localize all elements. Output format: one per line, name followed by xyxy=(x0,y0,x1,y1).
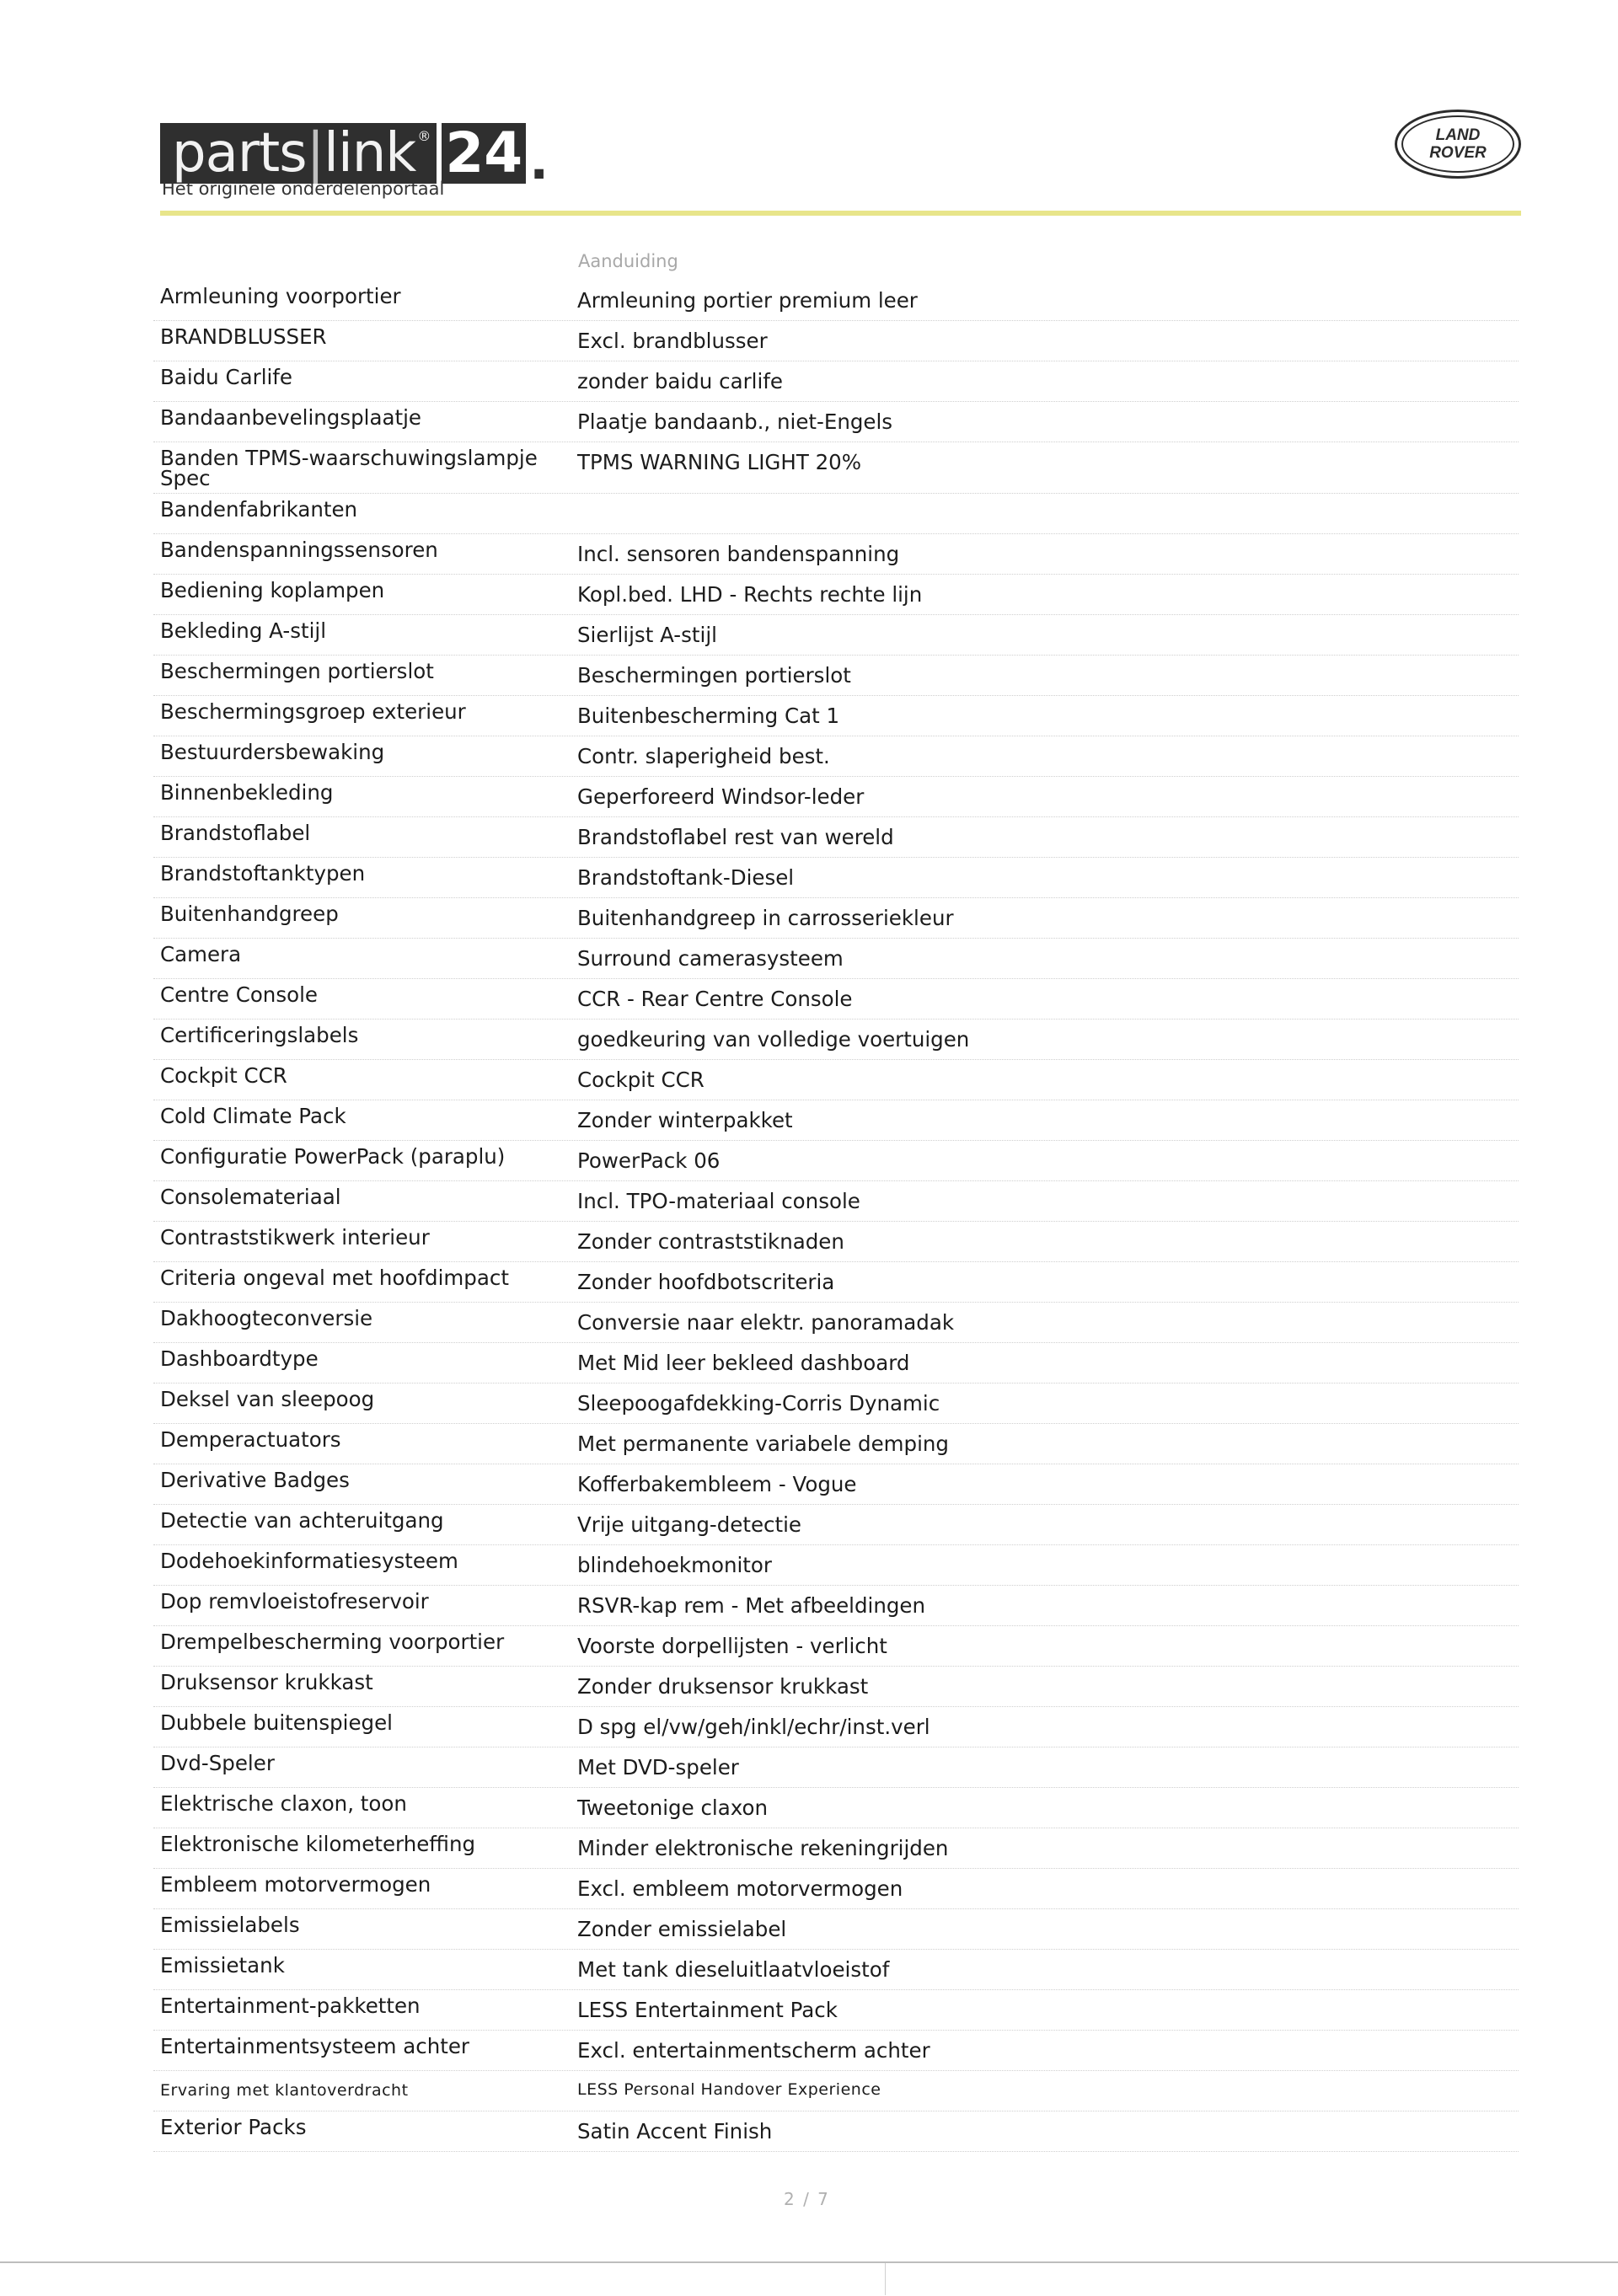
page-number: 2 / 7 xyxy=(784,2189,830,2209)
row-value: blindehoekmonitor xyxy=(577,1553,772,1577)
table-row xyxy=(153,1626,1519,1667)
row-label: Deksel van sleepoog xyxy=(160,1387,375,1411)
table-row xyxy=(153,1505,1519,1545)
logo-parts-text: parts xyxy=(172,122,307,185)
specification-table xyxy=(153,281,1519,2152)
row-value: Contr. slaperigheid best. xyxy=(577,744,830,768)
table-row xyxy=(153,1788,1519,1828)
logo-wordmark xyxy=(160,123,437,184)
row-value: Zonder druksensor krukkast xyxy=(577,1674,869,1699)
table-row xyxy=(153,656,1519,696)
row-value: Zonder hoofdbotscriteria xyxy=(577,1270,835,1294)
table-row xyxy=(153,1667,1519,1707)
row-value: goedkeuring van volledige voertuigen xyxy=(577,1027,970,1052)
row-value: Met permanente variabele demping xyxy=(577,1432,949,1456)
table-row xyxy=(153,696,1519,736)
table-row xyxy=(153,1545,1519,1586)
row-label: Baidu Carlife xyxy=(160,365,293,389)
row-label: Bediening koplampen xyxy=(160,578,385,602)
logo-number: 24 xyxy=(437,123,526,184)
row-label: Entertainmentsysteem achter xyxy=(160,2034,469,2058)
row-label: BRANDBLUSSER xyxy=(160,324,327,349)
land-rover-badge-inner xyxy=(1401,115,1514,173)
row-value: Beschermingen portierslot xyxy=(577,663,851,688)
row-value: Zonder contraststiknaden xyxy=(577,1229,844,1254)
row-label: Camera xyxy=(160,942,242,966)
table-row xyxy=(153,615,1519,656)
row-value: Kofferbakembleem - Vogue xyxy=(577,1472,857,1496)
row-label: Detectie van achteruitgang xyxy=(160,1508,444,1533)
row-value: Surround camerasysteem xyxy=(577,946,844,971)
row-value: Vrije uitgang-detectie xyxy=(577,1512,801,1537)
row-label: Buitenhandgreep xyxy=(160,902,339,926)
row-label: Drempelbescherming voorportier xyxy=(160,1630,505,1654)
row-value: TPMS WARNING LIGHT 20% xyxy=(577,450,862,474)
row-label: Emissietank xyxy=(160,1953,285,1978)
row-label: Cold Climate Pack xyxy=(160,1104,346,1128)
table-row xyxy=(153,777,1519,817)
row-label: Dashboardtype xyxy=(160,1346,319,1371)
row-label: Emissielabels xyxy=(160,1913,300,1937)
row-label: Elektronische kilometerheffing xyxy=(160,1832,476,1856)
table-row xyxy=(153,494,1519,534)
table-row xyxy=(153,361,1519,402)
row-value: CCR - Rear Centre Console xyxy=(577,987,853,1011)
table-row xyxy=(153,1950,1519,1990)
table-row xyxy=(153,1060,1519,1100)
table-row xyxy=(153,1990,1519,2031)
table-row xyxy=(153,321,1519,361)
row-value: Sleepoogafdekking-Corris Dynamic xyxy=(577,1391,940,1416)
row-label: Binnenbekleding xyxy=(160,780,334,805)
row-label: Bandenfabrikanten xyxy=(160,497,358,522)
page-bottom-rule xyxy=(0,2261,1618,2263)
table-row xyxy=(153,2071,1519,2111)
row-value: Conversie naar elektr. panoramadak xyxy=(577,1310,955,1335)
row-label: Brandstoflabel xyxy=(160,821,311,845)
table-row xyxy=(153,281,1519,321)
header-divider xyxy=(160,211,1521,216)
row-value: PowerPack 06 xyxy=(577,1148,721,1173)
row-label: Criteria ongeval met hoofdimpact xyxy=(160,1266,509,1290)
row-label: Certificeringslabels xyxy=(160,1023,359,1047)
row-value: LESS Entertainment Pack xyxy=(577,1998,838,2022)
land-rover-badge xyxy=(1395,110,1521,179)
row-value: Incl. TPO-materiaal console xyxy=(577,1189,860,1213)
row-value: Plaatje bandaanb., niet-Engels xyxy=(577,409,893,434)
row-value: Armleuning portier premium leer xyxy=(577,288,918,313)
table-row xyxy=(153,1020,1519,1060)
logo-registered-mark: ® xyxy=(417,128,431,144)
table-row xyxy=(153,858,1519,898)
row-label: Beschermingen portierslot xyxy=(160,659,434,683)
row-label: Embleem motorvermogen xyxy=(160,1872,431,1897)
row-label: Derivative Badges xyxy=(160,1468,350,1492)
value-column-header: Aanduiding xyxy=(578,251,678,271)
table-row xyxy=(153,1586,1519,1626)
row-label: Centre Console xyxy=(160,982,318,1007)
logo-dot: . xyxy=(529,132,549,191)
row-label: Configuratie PowerPack (paraplu) xyxy=(160,1144,506,1169)
row-value: Buitenbescherming Cat 1 xyxy=(577,704,840,728)
row-value: Met Mid leer bekleed dashboard xyxy=(577,1351,910,1375)
badge-line2: ROVER xyxy=(1429,144,1487,162)
row-value: Minder elektronische rekeningrijden xyxy=(577,1836,949,1860)
table-row xyxy=(153,736,1519,777)
row-value: Excl. embleem motorvermogen xyxy=(577,1876,903,1901)
table-row xyxy=(153,1343,1519,1383)
row-label: Dodehoekinformatiesysteem xyxy=(160,1549,458,1573)
row-label: Contraststikwerk interieur xyxy=(160,1225,430,1250)
table-row xyxy=(153,1383,1519,1424)
logo-tagline: Het originele onderdelenportaal xyxy=(162,179,445,199)
row-label: Banden TPMS-waarschuwingslampje Spec xyxy=(160,446,538,490)
row-value: Excl. entertainmentscherm achter xyxy=(577,2038,930,2063)
row-value: Incl. sensoren bandenspanning xyxy=(577,542,900,566)
page-header xyxy=(160,110,1521,221)
table-row xyxy=(153,1303,1519,1343)
row-label: Elektrische claxon, toon xyxy=(160,1791,407,1816)
row-value: Tweetonige claxon xyxy=(577,1796,768,1820)
row-value: Zonder winterpakket xyxy=(577,1108,793,1132)
row-value: Voorste dorpellijsten - verlicht xyxy=(577,1634,887,1658)
table-row xyxy=(153,939,1519,979)
row-value: Buitenhandgreep in carrosseriekleur xyxy=(577,906,954,930)
table-row xyxy=(153,1100,1519,1141)
table-row xyxy=(153,1747,1519,1788)
row-value: Kopl.bed. LHD - Rechts rechte lijn xyxy=(577,582,923,607)
table-row xyxy=(153,2031,1519,2071)
table-row xyxy=(153,442,1519,494)
row-value: Sierlijst A-stijl xyxy=(577,623,717,647)
row-value: D spg el/vw/geh/inkl/echr/inst.verl xyxy=(577,1715,930,1739)
row-value: Satin Accent Finish xyxy=(577,2119,773,2143)
table-row xyxy=(153,1141,1519,1181)
table-row xyxy=(153,1262,1519,1303)
row-label: Demperactuators xyxy=(160,1427,341,1452)
row-label: Dubbele buitenspiegel xyxy=(160,1710,393,1735)
row-label: Ervaring met klantoverdracht xyxy=(160,2081,409,2100)
table-row xyxy=(153,1181,1519,1222)
row-label: Cockpit CCR xyxy=(160,1063,287,1088)
table-row xyxy=(153,1464,1519,1505)
row-value: zonder baidu carlife xyxy=(577,369,783,393)
row-label: Entertainment-pakketten xyxy=(160,1994,421,2018)
row-value: Brandstoftank-Diesel xyxy=(577,865,795,890)
table-row xyxy=(153,575,1519,615)
table-row xyxy=(153,402,1519,442)
row-value: Met tank dieseluitlaatvloeistof xyxy=(577,1957,890,1982)
row-label: Bekleding A-stijl xyxy=(160,618,327,643)
table-row xyxy=(153,534,1519,575)
row-value: Zonder emissielabel xyxy=(577,1917,787,1941)
table-row xyxy=(153,2111,1519,2152)
row-label: Dop remvloeistofreservoir xyxy=(160,1589,429,1614)
table-row xyxy=(153,1869,1519,1909)
row-label: Druksensor krukkast xyxy=(160,1670,373,1694)
row-label: Dakhoogteconversie xyxy=(160,1306,373,1330)
table-row xyxy=(153,898,1519,939)
row-value: Brandstoflabel rest van wereld xyxy=(577,825,894,849)
row-label: Consolemateriaal xyxy=(160,1185,341,1209)
row-label: Exterior Packs xyxy=(160,2115,307,2139)
row-label: Bestuurdersbewaking xyxy=(160,740,385,764)
table-row xyxy=(153,1707,1519,1747)
row-value: LESS Personal Handover Experience xyxy=(577,2080,881,2099)
table-row xyxy=(153,1909,1519,1950)
row-label: Beschermingsgroep exterieur xyxy=(160,699,466,724)
table-row xyxy=(153,1828,1519,1869)
page-bottom-tick xyxy=(885,2263,886,2295)
row-label: Bandenspanningssensoren xyxy=(160,538,438,562)
table-row xyxy=(153,817,1519,858)
row-label: Brandstoftanktypen xyxy=(160,861,366,886)
row-label: Dvd-Speler xyxy=(160,1751,275,1775)
row-value: Met DVD-speler xyxy=(577,1755,739,1780)
row-label: Armleuning voorportier xyxy=(160,284,401,308)
row-value: Cockpit CCR xyxy=(577,1068,705,1092)
row-label: Bandaanbevelingsplaatje xyxy=(160,405,421,430)
logo-separator: | xyxy=(306,122,324,185)
row-value: Excl. brandblusser xyxy=(577,329,768,353)
badge-line1: LAND xyxy=(1435,126,1481,144)
table-row xyxy=(153,1424,1519,1464)
table-row xyxy=(153,1222,1519,1262)
table-row xyxy=(153,979,1519,1020)
logo-link-text: link xyxy=(324,122,416,185)
row-value: Geperforeerd Windsor-leder xyxy=(577,784,865,809)
row-value: RSVR-kap rem - Met afbeeldingen xyxy=(577,1593,925,1618)
